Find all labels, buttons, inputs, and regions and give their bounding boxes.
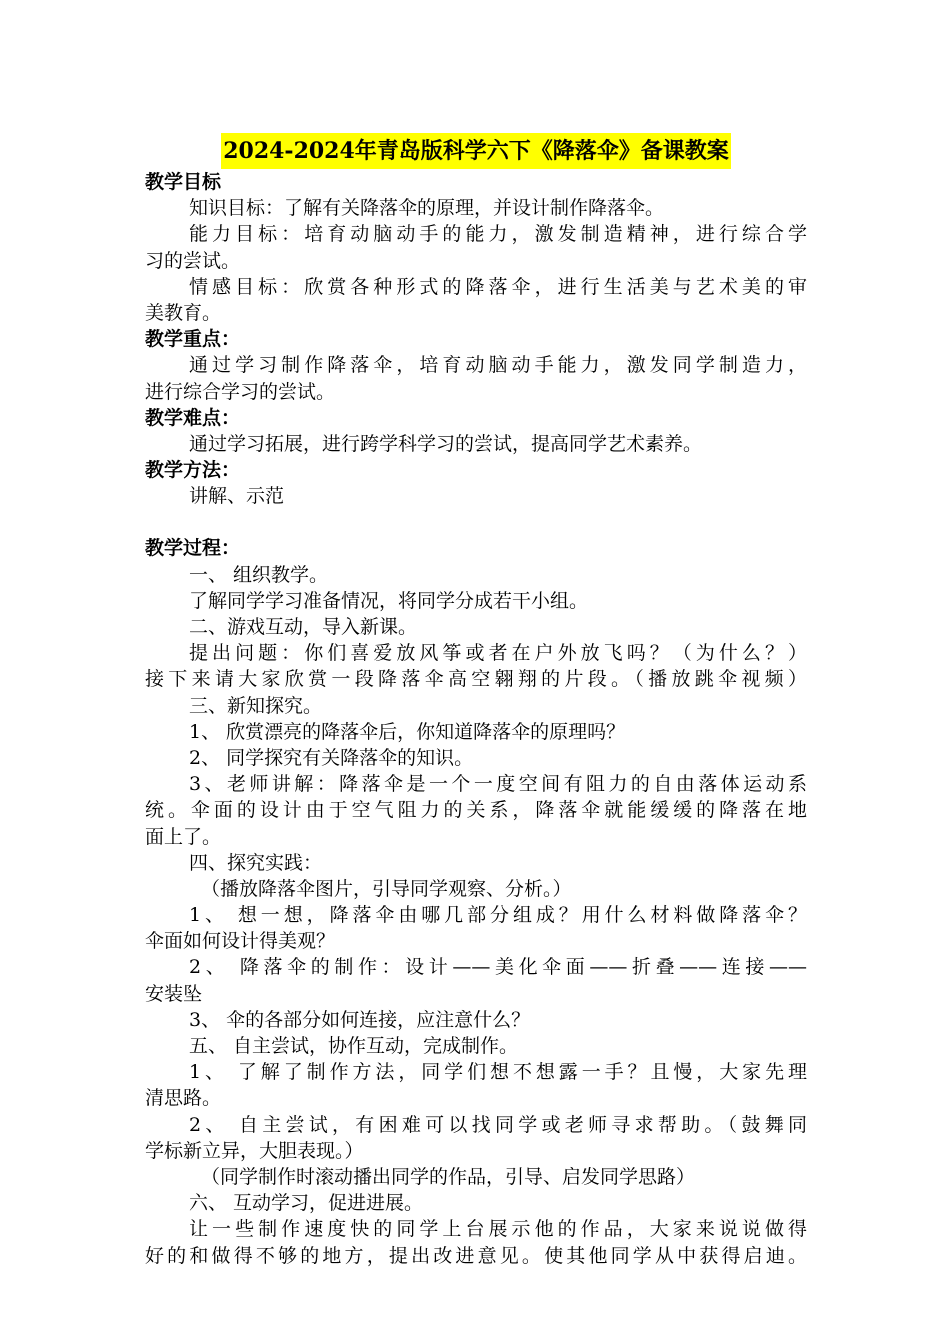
text-line: 四、探究实践： bbox=[189, 851, 323, 874]
section-heading: 教学过程： bbox=[145, 537, 241, 560]
text-line: 情感目标：欣赏各种形式的降落伞，进行生活美与艺术美的审 bbox=[189, 275, 807, 298]
title-row bbox=[145, 133, 807, 169]
text-line: 三、新知探究。 bbox=[189, 694, 323, 717]
text-line: 2、 降落伞的制作：设计——美化伞面——折叠——连接—— bbox=[189, 956, 807, 979]
section-heading: 教学方法： bbox=[145, 459, 241, 482]
text-line: 讲解、示范 bbox=[189, 485, 285, 508]
text-line: 六、 互动学习，促进进展。 bbox=[189, 1192, 424, 1215]
text-line: 面上了。 bbox=[145, 825, 222, 848]
text-line: 进行综合学习的尝试。 bbox=[145, 380, 336, 403]
text-line: 1、 欣赏漂亮的降落伞后，你知道降落伞的原理吗？ bbox=[189, 720, 626, 743]
text-line: 一、 组织教学。 bbox=[189, 563, 329, 586]
text-line: 好的和做得不够的地方，提出改进意见。使其他同学从中获得启迪。 bbox=[145, 1244, 807, 1267]
text-line: 伞面如何设计得美观？ bbox=[145, 930, 336, 953]
text-line: 二、游戏互动，导入新课。 bbox=[189, 616, 418, 638]
text-line: 安装坠 bbox=[145, 982, 203, 1005]
text-line: 了解同学学习准备情况，将同学分成若干小组。 bbox=[189, 589, 589, 612]
document-page bbox=[145, 133, 807, 1269]
text-line: （同学制作时滚动播出同学的作品，引导、启发同学思路） bbox=[201, 1165, 696, 1188]
text-line: 统。伞面的设计由于空气阻力的关系，降落伞就能缓缓的降落在地 bbox=[145, 799, 807, 822]
text-line: 通过学习拓展，进行跨学科学习的尝试，提高同学艺术素养。 bbox=[189, 432, 703, 455]
text-line: 美教育。 bbox=[145, 301, 222, 324]
text-line: 3、 伞的各部分如何连接，应注意什么？ bbox=[189, 1008, 531, 1031]
text-line: 2、 自主尝试，有困难可以找同学或老师寻求帮助。（鼓舞同 bbox=[189, 1113, 807, 1136]
text-line: 通过学习制作降落伞，培育动脑动手能力，激发同学制造力， bbox=[189, 354, 807, 377]
text-line: 2、 同学探究有关降落伞的知识。 bbox=[189, 746, 474, 769]
text-line: 五、 自主尝试，协作互动，完成制作。 bbox=[189, 1035, 519, 1057]
text-line: 让一些制作速度快的同学上台展示他的作品，大家来说说做得 bbox=[189, 1218, 807, 1241]
text-line: 提出问题：你们喜爱放风筝或者在户外放飞吗？（为什么？） bbox=[189, 642, 807, 665]
text-line: 能力目标：培育动脑动手的能力，激发制造精神，进行综合学 bbox=[189, 223, 807, 246]
text-line: （播放降落伞图片，引导同学观察、分析。） bbox=[201, 877, 572, 900]
text-line: 清思路。 bbox=[145, 1087, 222, 1110]
text-line: 3、老师讲解：降落伞是一个一度空间有阻力的自由落体运动系 bbox=[189, 773, 807, 796]
text-line: 习的尝试。 bbox=[145, 249, 241, 272]
text-line: 学标新立异，大胆表现。） bbox=[145, 1139, 364, 1162]
text-line: 知识目标：了解有关降落伞的原理，并设计制作降落伞。 bbox=[189, 197, 665, 220]
document-title: 2024-2024年青岛版科学六下《降落伞》备课教案 bbox=[221, 133, 731, 169]
text-line: 1、 了解了制作方法，同学们想不想露一手？且慢，大家先理 bbox=[189, 1061, 807, 1084]
section-heading: 教学难点： bbox=[145, 406, 241, 429]
text-line bbox=[145, 509, 807, 535]
section-heading: 教学重点： bbox=[145, 328, 241, 351]
section-heading: 教学目标 bbox=[145, 171, 222, 193]
document-body bbox=[145, 169, 807, 1269]
text-line: 1、 想一想，降落伞由哪几部分组成？用什么材料做降落伞？ bbox=[189, 904, 807, 927]
text-line: 接下来请大家欣赏一段降落伞高空翱翔的片段。（播放跳伞视频） bbox=[145, 668, 807, 691]
